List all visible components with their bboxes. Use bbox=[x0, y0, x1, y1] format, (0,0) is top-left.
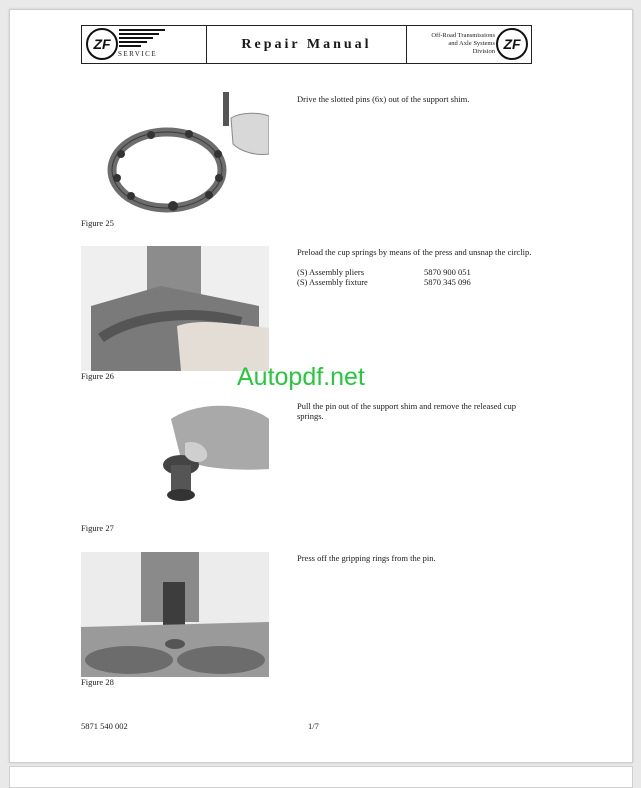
manual-title: Repair Manual bbox=[241, 36, 372, 52]
tool-name: (S) Assembly fixture bbox=[297, 277, 368, 287]
zf-logo-icon: ZF bbox=[86, 28, 118, 60]
next-page-edge bbox=[9, 766, 633, 788]
figure-28-image bbox=[81, 552, 269, 677]
zf-service-logo-block bbox=[82, 26, 207, 63]
figure-27-image bbox=[81, 399, 269, 509]
zf-logo-icon: ZF bbox=[496, 28, 528, 60]
figure-label: Figure 28 bbox=[81, 677, 114, 687]
service-label: SERVICE bbox=[118, 50, 158, 58]
figure-label: Figure 26 bbox=[81, 371, 114, 381]
figure-26-image bbox=[81, 246, 269, 371]
step-instruction bbox=[297, 247, 537, 287]
tool-row bbox=[297, 267, 537, 277]
figure-label: Figure 27 bbox=[81, 523, 114, 533]
step-instruction: Press off the gripping rings from the pin. bbox=[297, 553, 436, 563]
step-instruction: Drive the slotted pins (6x) out of the support shim. bbox=[297, 94, 470, 104]
division-block bbox=[407, 26, 531, 63]
page-header bbox=[81, 25, 532, 64]
tool-row bbox=[297, 277, 537, 287]
page-number: 1/7 bbox=[308, 721, 319, 731]
header-title-block bbox=[207, 26, 407, 63]
step-text-line: Preload the cup springs by means of the press and unsnap the circlip. bbox=[297, 247, 532, 257]
tool-number: 5870 345 096 bbox=[424, 277, 471, 287]
tool-name: (S) Assembly pliers bbox=[297, 267, 365, 277]
division-name: Off-Road Transmissions and Axle Systems Division bbox=[431, 32, 495, 55]
tool-number: 5870 900 051 bbox=[424, 267, 471, 277]
logo-stripes bbox=[119, 29, 165, 49]
figure-25-image bbox=[81, 92, 269, 217]
document-number: 5871 540 002 bbox=[81, 721, 128, 731]
watermark: Autopdf.net bbox=[237, 363, 365, 391]
figure-label: Figure 25 bbox=[81, 218, 114, 228]
step-instruction: Pull the pin out of the support shim and remove the released cup springs. bbox=[297, 401, 517, 421]
